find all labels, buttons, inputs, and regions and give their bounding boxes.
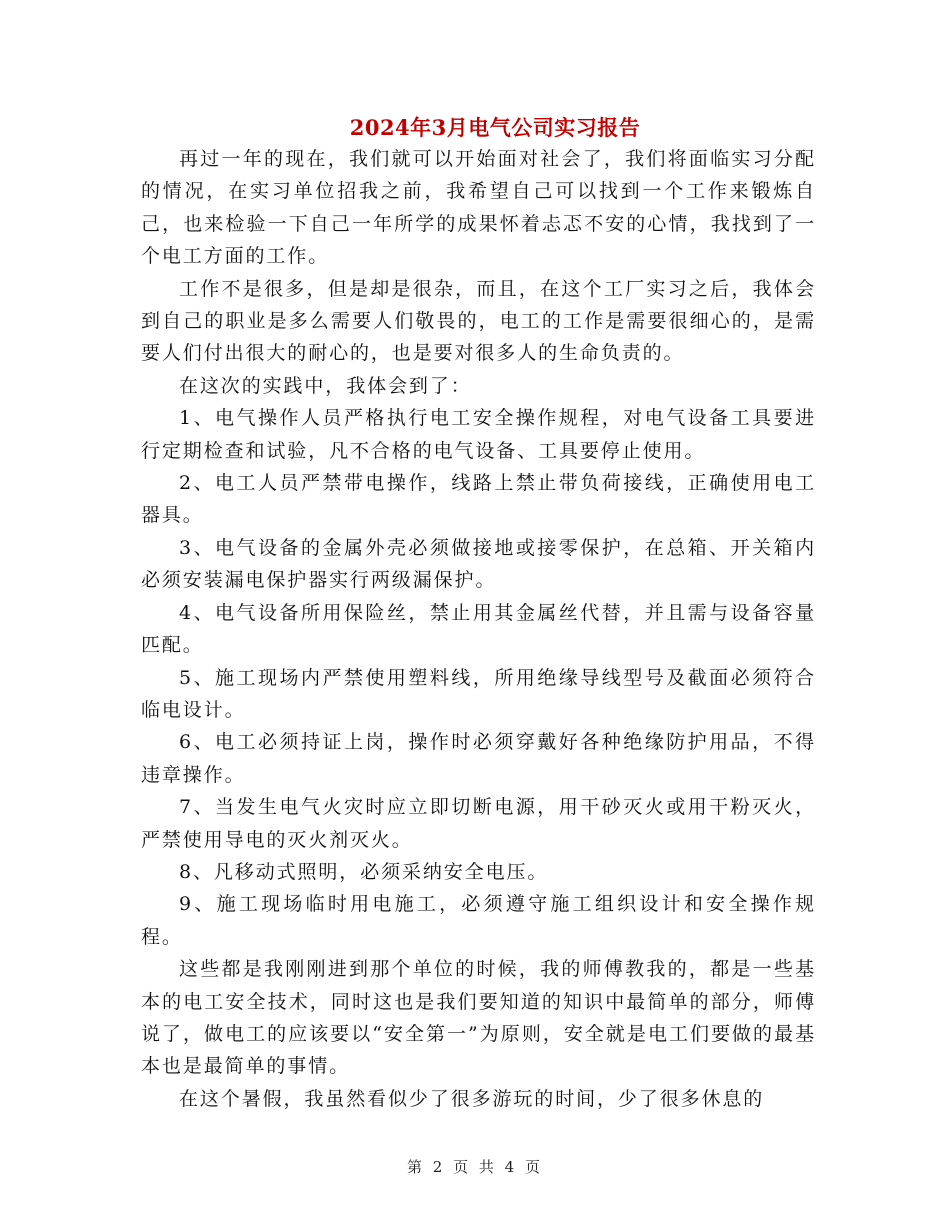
list-item-rule-6: 6、电工必须持证上岗，操作时必须穿戴好各种绝缘防护用品，不得违章操作。 bbox=[141, 731, 816, 786]
paragraph-practice-lead: 在这次的实践中，我体会到了： bbox=[179, 374, 472, 397]
paragraph-intro: 再过一年的现在，我们就可以开始面对社会了，我们将面临实习分配的情况，在实习单位招我之前，我希望自己可以找到一个工作来锻炼自己，也来检验一下自己一年所学的成果怀着忐忑不安的心情，我找到了一个电工方面的工作。 bbox=[141, 148, 816, 268]
list-item-rule-2: 2、电工人员严禁带电操作，线路上禁止带负荷接线，正确使用电工器具。 bbox=[141, 472, 816, 527]
list-item-rule-3: 3、电气设备的金属外壳必须做接地或接零保护，在总箱、开关箱内必须安装漏电保护器实行两级漏保护。 bbox=[141, 536, 816, 592]
paragraph-mentor: 这些都是我刚刚进到那个单位的时候，我的师傅教我的，都是一些基本的电工安全技术，同时这也是我们要知道的知识中最简单的部分，师傅说了，做电工的应该要以“安全第一”为原则，安全就是电工们要做的最基本也是最简单的事情。 bbox=[141, 958, 816, 1078]
document-body bbox=[141, 143, 816, 1115]
list-item-rule-5: 5、施工现场内严禁使用塑料线，所用绝缘导线型号及截面必须符合临电设计。 bbox=[141, 666, 816, 721]
list-item-rule-7: 7、当发生电气火灾时应立即切断电源，用干砂灭火或用干粉灭火，严禁使用导电的灭火剂灭火。 bbox=[141, 796, 816, 851]
list-item-rule-8: 8、凡移动式照明，必须采纳安全电压。 bbox=[179, 860, 549, 883]
list-item-rule-4: 4、电气设备所用保险丝，禁止用其金属丝代替，并且需与设备容量匹配。 bbox=[141, 601, 816, 657]
paragraph-work-description: 工作不是很多，但是却是很杂，而且，在这个工厂实习之后，我体会到自己的职业是多么需要人们敬畏的，电工的工作是需要很细心的，是需要人们付出很大的耐心的，也是要对很多人的生命负责的。 bbox=[141, 277, 816, 365]
page-number-footer: 第 2 页 共 4 页 bbox=[407, 1158, 543, 1176]
document-title: 2024年3月电气公司实习报告 bbox=[349, 115, 641, 140]
paragraph-summer: 在这个暑假，我虽然看似少了很多游玩的时间，少了很多休息的 bbox=[179, 1087, 765, 1110]
list-item-rule-9: 9、施工现场临时用电施工，必须遵守施工组织设计和安全操作规程。 bbox=[141, 893, 816, 948]
list-item-rule-1: 1、电气操作人员严格执行电工安全操作规程，对电气设备工具要进行定期检查和试验，凡不合格的电气设备、工具要停止使用。 bbox=[141, 407, 816, 462]
